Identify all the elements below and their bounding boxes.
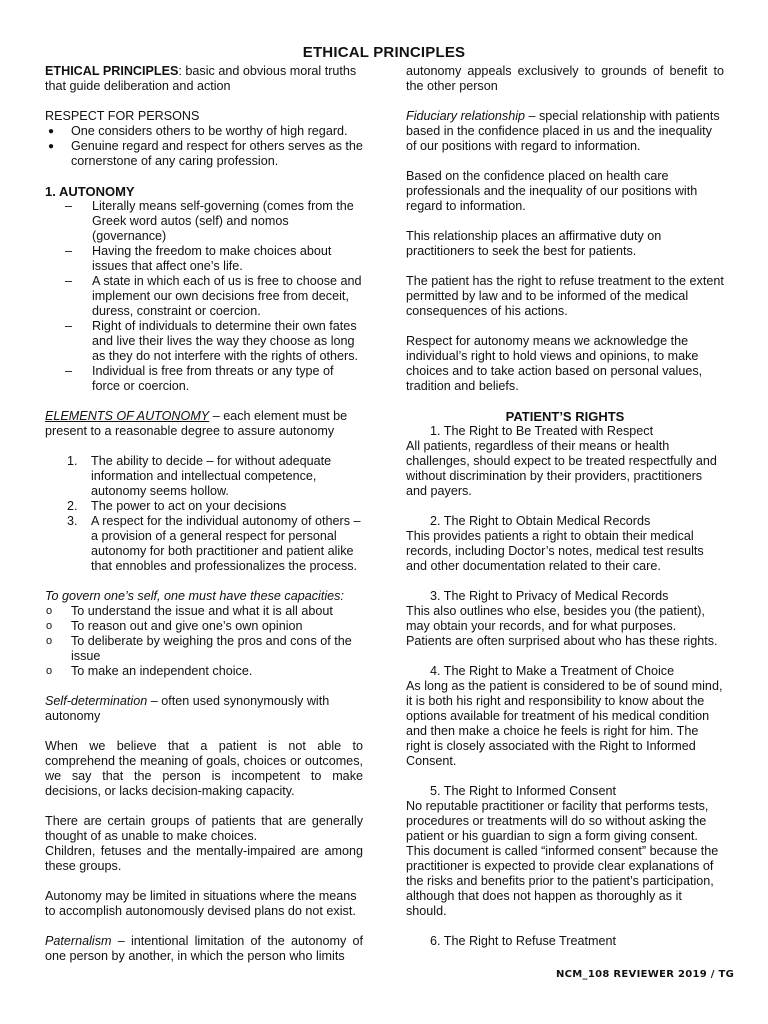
circle-bullet-icon: o [46, 635, 53, 647]
right-heading: 3. The Right to Privacy of Medical Records [430, 589, 669, 603]
right-heading: 5. The Right to Informed Consent [430, 784, 616, 798]
respect-list [45, 124, 363, 169]
fiduciary-paragraph: Fiduciary relationship – special relationship with patients based in the confidence placed in us and the inequality of our positions with regard to information. [406, 109, 720, 153]
dash-icon: – [65, 274, 73, 288]
list-item: – Right of individuals to determine their own fates and live their lives the way they choose as long as they do not interfere with the rights of others. [65, 319, 359, 363]
list-item: 2. The power to act on your decisions [67, 499, 287, 513]
autonomy-heading: 1. AUTONOMY [45, 184, 135, 199]
capacities-heading: To govern one’s self, one must have these capacities: [45, 589, 344, 603]
list-item: o To make an independent choice. [46, 664, 253, 678]
refuse-paragraph: The patient has the right to refuse treatment to the extent permitted by law and to be informed of the medical consequences of his actions. [406, 274, 724, 318]
elements-label: ELEMENTS OF AUTONOMY [45, 409, 210, 423]
respect-heading: RESPECT FOR PERSONS [45, 109, 200, 123]
circle-bullet-icon: o [46, 620, 53, 632]
right-text: As long as the patient is considered to be of sound mind, it is both his right and responsibility to know about the options available for treatment of his medical condition and then make a choice he feels is right for him. The right is closely associated with the Right to Informed Consent. [406, 679, 723, 768]
bullet-icon: ● [48, 141, 55, 152]
list-item: – Literally means self-governing (comes from the Greek word autos (self) and nomos (governance) [65, 199, 354, 243]
paternalism-paragraph: Paternalism – intentional limitation of the autonomy of one person by another, in which the person who limits [45, 934, 363, 963]
list-item: 3. A respect for the individual autonomy of others – a provision of a general respect for personal autonomy for both practitioner and patient alike that ennobles and professionalizes the process. [67, 514, 361, 573]
incompetent-paragraph: When we believe that a patient is not able to comprehend the meaning of goals, choices or outcomes, we say that the person is incompetent to make decisions, or lacks decision-making capacity. [45, 739, 363, 798]
intro-paragraph [45, 64, 363, 94]
rights-heading: PATIENT’S RIGHTS [505, 409, 625, 424]
groups-paragraph-1: There are certain groups of patients that are generally thought of as unable to make choices. [45, 814, 363, 843]
dash-icon: – [65, 244, 73, 258]
duty-paragraph: This relationship places an affirmative duty on practitioners to seek the best for patients. [406, 229, 662, 258]
left-column [45, 64, 363, 964]
list-item: – A state in which each of us is free to choose and implement our own decisions free from deceit, duress, constraint or coercion. [65, 274, 362, 318]
right-text: This also outlines who else, besides you (the patient), may obtain your records, and for what purposes. Patients are often surprised about who has these rights. [406, 604, 718, 648]
list-item: o To understand the issue and what it is all about [46, 604, 333, 618]
list-item: 1. The ability to decide – for without adequate information and intellectual competence, autonomy seems hollow. [67, 454, 332, 498]
dash-icon: – [65, 364, 73, 378]
circle-bullet-icon: o [46, 605, 53, 617]
elements-text: – each element must be present to a reasonable degree to assure autonomy [45, 409, 348, 438]
list-item: ● Genuine regard and respect for others serves as the cornerstone of any caring profession. [48, 139, 363, 168]
autonomy-list [45, 199, 363, 394]
circle-bullet-icon: o [46, 665, 53, 677]
right-section [406, 424, 724, 499]
paternalism-label: Paternalism [45, 934, 112, 948]
intro-label: ETHICAL PRINCIPLES [45, 64, 179, 78]
groups-paragraph-2: Children, fetuses and the mentally-impaired are among these groups. [45, 844, 363, 873]
right-section [406, 589, 724, 649]
elements-list [45, 454, 363, 574]
dash-icon: – [65, 199, 73, 213]
right-heading: 2. The Right to Obtain Medical Records [430, 514, 651, 528]
right-column [406, 64, 724, 949]
right-section [406, 934, 724, 949]
document-title: ETHICAL PRINCIPLES [302, 44, 466, 61]
list-item: – Having the freedom to make choices about issues that affect one’s life. [65, 244, 332, 273]
bullet-icon: ● [48, 126, 55, 137]
right-text: This provides patients a right to obtain their medical records, including Doctor’s notes, medical test results and other documentation related to their care. [406, 529, 704, 573]
right-section [406, 664, 724, 769]
list-item: – Individual is free from threats or any type of force or coercion. [65, 364, 334, 393]
respect-autonomy-paragraph: Respect for autonomy means we acknowledge the individual’s right to hold views and opinions, to make choices and to take action based on personal values, tradition and beliefs. [406, 334, 703, 393]
right-text: All patients, regardless of their means or health challenges, should expect to be treated respectfully and without discrimination by their providers, practitioners and payers. [406, 439, 717, 498]
right-heading: 4. The Right to Make a Treatment of Choice [430, 664, 675, 678]
elements-paragraph [45, 409, 363, 439]
right-heading: 1. The Right to Be Treated with Respect [430, 424, 654, 438]
continued-paragraph: autonomy appeals exclusively to grounds of benefit to the other person [406, 64, 724, 93]
selfdet-label: Self-determination [45, 694, 148, 708]
fiduciary-label: Fiduciary relationship [406, 109, 525, 123]
right-section [406, 514, 724, 574]
capacities-list [45, 604, 363, 679]
list-item: o To deliberate by weighing the pros and cons of the issue [46, 634, 352, 663]
intro-text: : basic and obvious moral truths that guide deliberation and action [45, 64, 357, 93]
right-heading: 6. The Right to Refuse Treatment [430, 934, 616, 948]
limited-paragraph: Autonomy may be limited in situations where the means to accomplish autonomously devised plans do not exist. [45, 889, 357, 918]
confidence-paragraph: Based on the confidence placed on health care professionals and the inequality of our positions with regard to information. [406, 169, 698, 213]
right-section [406, 784, 724, 919]
dash-icon: – [65, 319, 73, 333]
list-item: o To reason out and give one’s own opinion [46, 619, 303, 633]
selfdet-paragraph: Self-determination – often used synonymously with autonomy [45, 694, 330, 723]
footer-label: NCM_108 REVIEWER 2019 / TG [556, 969, 735, 980]
right-text: No reputable practitioner or facility that performs tests, procedures or treatments will do so without asking the patient or his guardian to sign a form giving consent. This document is called “informed consent” because the practitioner is expected to provide clear explanations of the risks and benefits prior to the patient’s participation, although that does not happen as thoroughly as it should. [406, 799, 719, 918]
list-item: ● One considers others to be worthy of high regard. [48, 124, 348, 138]
